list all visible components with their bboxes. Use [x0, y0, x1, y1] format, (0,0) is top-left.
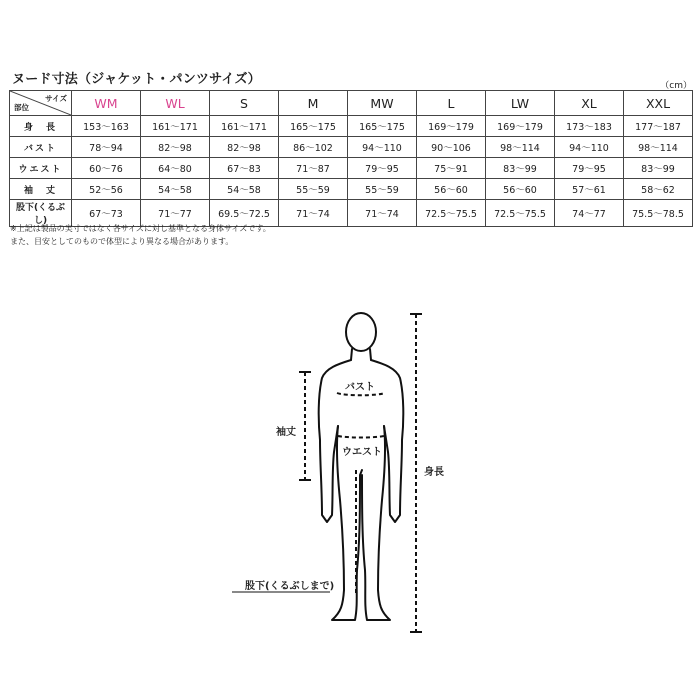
- table-cell: 82〜98: [141, 137, 210, 158]
- row-label: 身 長: [10, 116, 72, 137]
- right-arm-outline: [371, 360, 403, 522]
- table-cell: 94〜110: [555, 137, 624, 158]
- table-cell: 78〜94: [72, 137, 141, 158]
- table-cell: 94〜110: [348, 137, 417, 158]
- table-cell: 55〜59: [348, 179, 417, 200]
- table-cell: 98〜114: [486, 137, 555, 158]
- unit-label: （cm）: [660, 81, 692, 91]
- size-header-lw: LW: [486, 91, 555, 116]
- table-cell: 98〜114: [624, 137, 693, 158]
- size-header-xl: XL: [555, 91, 624, 116]
- row-label: ウエスト: [10, 158, 72, 179]
- row-label: 股下(くるぶし): [10, 200, 72, 227]
- table-cell: 72.5〜75.5: [486, 200, 555, 227]
- table-cell: 169〜179: [417, 116, 486, 137]
- table-cell: 56〜60: [486, 179, 555, 200]
- table-cell: 71〜77: [141, 200, 210, 227]
- table-cell: 161〜171: [141, 116, 210, 137]
- table-cell: 74〜77: [555, 200, 624, 227]
- inseam-label: 股下(くるぶしまで): [245, 581, 335, 592]
- table-cell: 75〜91: [417, 158, 486, 179]
- table-cell: 54〜58: [210, 179, 279, 200]
- table-cell: 56〜60: [417, 179, 486, 200]
- table-cell: 165〜175: [348, 116, 417, 137]
- row-label: 袖 丈: [10, 179, 72, 200]
- size-header-m: M: [279, 91, 348, 116]
- table-cell: 82〜98: [210, 137, 279, 158]
- table-cell: 60〜76: [72, 158, 141, 179]
- page-title: ヌード寸法（ジャケット・パンツサイズ）: [12, 72, 261, 87]
- table-cell: 58〜62: [624, 179, 693, 200]
- table-cell: 71〜74: [279, 200, 348, 227]
- height-label: 身長: [424, 467, 444, 478]
- waist-label: ウエスト: [342, 447, 382, 458]
- table-cell: 71〜74: [348, 200, 417, 227]
- table-cell: 69.5〜72.5: [210, 200, 279, 227]
- bust-measure-line: [337, 393, 385, 395]
- waist-measure-line: [338, 436, 384, 438]
- body-silhouette: [319, 313, 404, 620]
- table-cell: 83〜99: [624, 158, 693, 179]
- table-cell: 79〜95: [555, 158, 624, 179]
- table-cell: 71〜87: [279, 158, 348, 179]
- bust-label: バスト: [345, 382, 375, 393]
- table-cell: 57〜61: [555, 179, 624, 200]
- table-cell: 161〜171: [210, 116, 279, 137]
- table-cell: 75.5〜78.5: [624, 200, 693, 227]
- size-header-s: S: [210, 91, 279, 116]
- size-header-wl: WL: [141, 91, 210, 116]
- table-cell: 177〜187: [624, 116, 693, 137]
- size-header-mw: MW: [348, 91, 417, 116]
- table-cell: 173〜183: [555, 116, 624, 137]
- table-cell: 55〜59: [279, 179, 348, 200]
- size-header-wm: WM: [72, 91, 141, 116]
- table-cell: 54〜58: [141, 179, 210, 200]
- size-header-xxl: XXL: [624, 91, 693, 116]
- table-cell: 165〜175: [279, 116, 348, 137]
- note-line: ※上記は製品の実寸ではなく各サイズに対し基準となる身体サイズです。: [10, 224, 271, 233]
- note-line: また、目安としてのもので体型により異なる場合があります。: [10, 237, 234, 246]
- head-outline: [346, 313, 376, 351]
- table-cell: 79〜95: [348, 158, 417, 179]
- corner-size-label: サイズ: [45, 94, 67, 103]
- table-cell: 153〜163: [72, 116, 141, 137]
- table-cell: 86〜102: [279, 137, 348, 158]
- table-cell: 169〜179: [486, 116, 555, 137]
- table-cell: 83〜99: [486, 158, 555, 179]
- row-label: バスト: [10, 137, 72, 158]
- table-cell: 72.5〜75.5: [417, 200, 486, 227]
- table-cell: 90〜106: [417, 137, 486, 158]
- table-cell: 52〜56: [72, 179, 141, 200]
- corner-part-label: 部位: [14, 103, 29, 112]
- table-cell: 67〜73: [72, 200, 141, 227]
- table-cell: 67〜83: [210, 158, 279, 179]
- sleeve-label: 袖丈: [276, 427, 296, 438]
- size-header-l: L: [417, 91, 486, 116]
- table-cell: 64〜80: [141, 158, 210, 179]
